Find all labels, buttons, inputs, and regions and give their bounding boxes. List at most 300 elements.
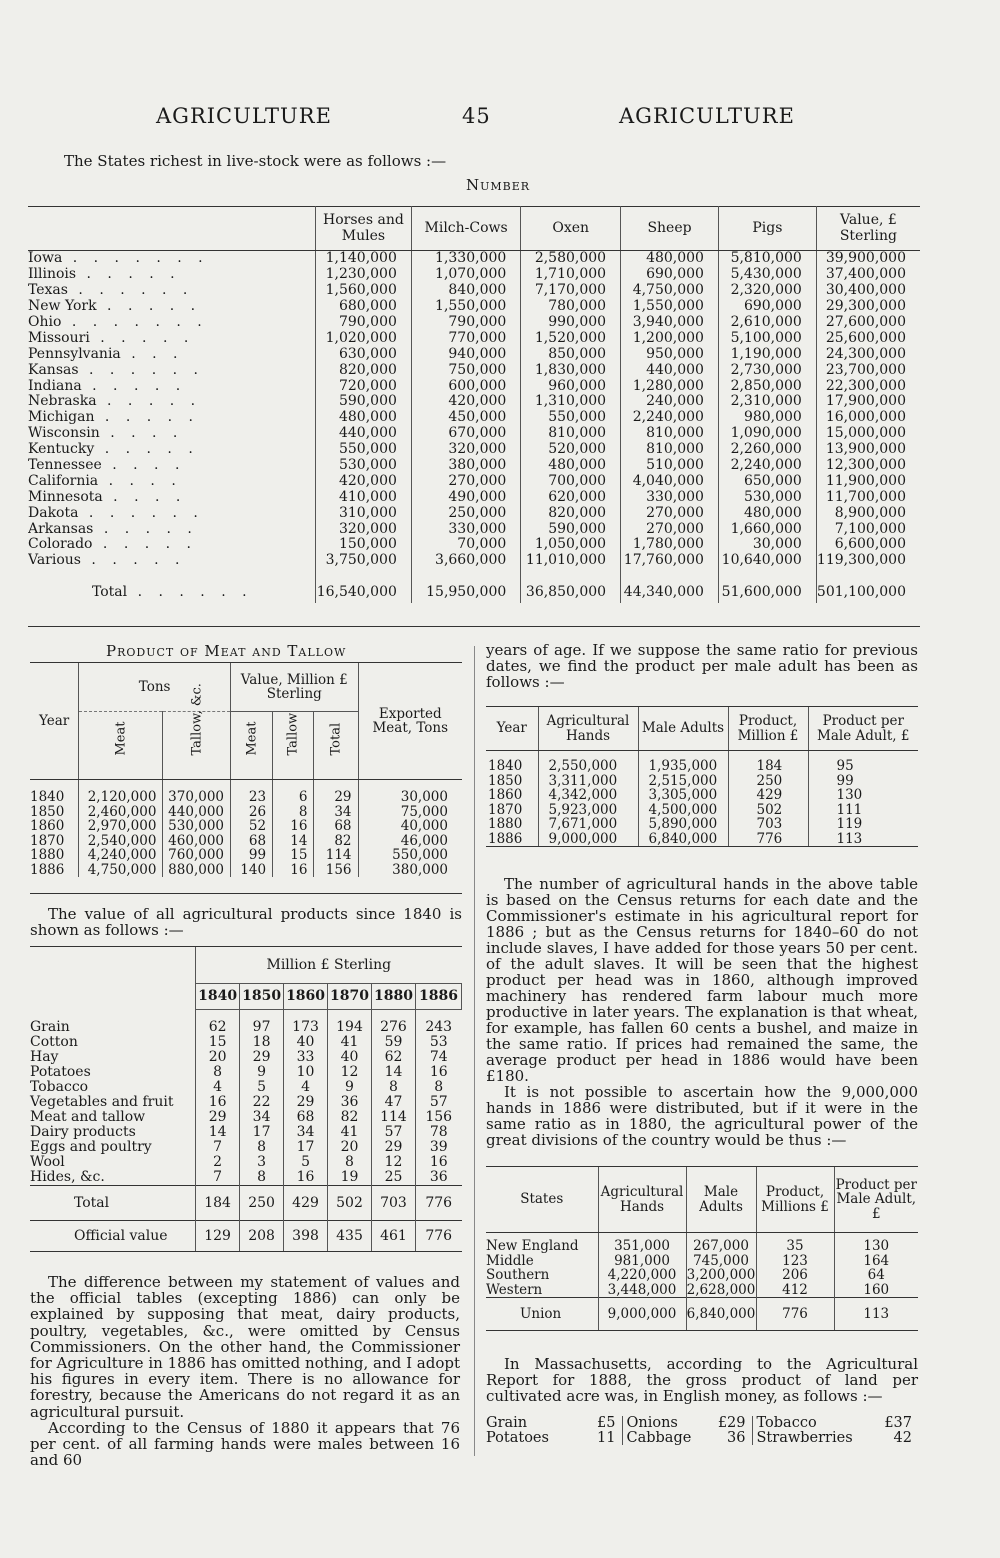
crop-value: 42	[893, 1429, 912, 1446]
state-name	[28, 537, 315, 553]
state-label: Western	[486, 1281, 543, 1298]
cell-value: 35	[756, 1233, 834, 1254]
total-label: Total . . . . . .	[92, 584, 253, 601]
state-label: Indiana	[28, 378, 82, 394]
leader-dots: . . . . . .	[67, 282, 194, 299]
state-name	[28, 489, 315, 505]
cell-value: 270,000	[621, 521, 719, 537]
table-row	[28, 442, 920, 458]
cell-value: 5,430,000	[718, 267, 816, 283]
cell-value: 267,000	[686, 1233, 756, 1254]
state-name	[28, 410, 315, 426]
column-header: Horses and Mules	[315, 206, 411, 251]
cell-value: 9,000,000	[538, 832, 638, 847]
table-row	[30, 834, 462, 849]
state-label: Kentucky	[28, 441, 95, 458]
cell-value: 550,000	[521, 410, 621, 426]
cell-value: 184	[196, 1186, 240, 1221]
state-name	[28, 315, 315, 331]
cell-value: 3,448,000	[598, 1283, 686, 1298]
cell-value: 590,000	[315, 394, 411, 410]
cell-value: 1,780,000	[621, 537, 719, 553]
cell-value: 194	[328, 1010, 372, 1036]
leader-dots: . . . .	[102, 489, 187, 505]
table-row	[28, 251, 920, 267]
cell-value: 1,830,000	[521, 362, 621, 378]
cell-value: 70,000	[411, 537, 520, 553]
table-row	[30, 1080, 462, 1095]
cell-value: 351,000	[598, 1233, 686, 1254]
table-row	[28, 537, 920, 553]
state-label: Kansas	[28, 362, 79, 378]
table-row	[28, 489, 920, 505]
state-label: Minnesota	[28, 489, 103, 505]
cell-value: 8	[328, 1155, 372, 1170]
cell-value: 29	[240, 1050, 284, 1065]
cell-value: 776	[756, 1298, 834, 1331]
cell-value: 8	[372, 1080, 416, 1095]
cell-value: 34	[284, 1125, 328, 1140]
livestock-body	[28, 251, 920, 603]
leader-dots: . . . . .	[96, 298, 202, 315]
year-header: 1886	[415, 984, 461, 1010]
cell-value: 820,000	[521, 505, 621, 521]
cell-value: 2,240,000	[621, 410, 719, 426]
leader-dots: . . . . .	[93, 521, 198, 537]
table-row	[30, 780, 462, 805]
state-name	[28, 426, 315, 442]
crop-label: Potatoes	[486, 1429, 549, 1446]
cell-value: 776	[728, 832, 808, 847]
column-header: Oxen	[521, 206, 621, 251]
cell-value: 82	[314, 834, 358, 849]
table-row	[30, 1095, 462, 1110]
table-row	[30, 1035, 462, 1050]
table-row	[486, 774, 918, 789]
table-row	[486, 751, 918, 774]
livestock-group-heading: Number	[466, 176, 531, 194]
cell-value: 130	[834, 1233, 918, 1254]
table-row	[30, 1155, 462, 1170]
cell-value: 7	[196, 1170, 240, 1186]
cell-value: 2,628,000	[686, 1281, 756, 1298]
table-row	[28, 362, 920, 378]
cell-value: 620,000	[521, 489, 621, 505]
cell-value: 320,000	[411, 442, 520, 458]
cell-value: 62	[196, 1010, 240, 1036]
cell-value: 790,000	[411, 315, 520, 331]
cell-value: 1,190,000	[718, 346, 816, 362]
cell-value: 57	[415, 1095, 461, 1110]
table-row	[486, 1431, 918, 1446]
item-label: Meat and tallow	[30, 1109, 146, 1126]
state-label: Missouri	[28, 330, 90, 346]
year-header: 1870	[328, 984, 372, 1010]
cell-value: 750,000	[411, 362, 520, 378]
cell-value: 3	[240, 1155, 284, 1170]
leader-dots: . . . . .	[96, 394, 202, 410]
cell-value: 29,300,000	[816, 299, 920, 315]
table-row	[486, 803, 918, 818]
cell-value: 250	[728, 774, 808, 789]
state-name	[28, 473, 315, 489]
cell-value: 68	[314, 819, 358, 834]
cell-value: 480,000	[621, 251, 719, 267]
cell-value: 1,140,000	[315, 251, 411, 267]
cell-value: 17,900,000	[816, 394, 920, 410]
cell-value: 4	[284, 1080, 328, 1095]
item-label: Grain	[30, 1019, 70, 1035]
cell-value: 113	[808, 832, 918, 847]
livestock-intro: The States richest in live-stock were as follows :—	[64, 152, 447, 170]
cell-value: 1,560,000	[315, 283, 411, 299]
table-row	[486, 1283, 918, 1298]
cell-value: 82	[328, 1110, 372, 1125]
cell-value: 703	[728, 817, 808, 832]
cell-value: 2,580,000	[521, 251, 621, 267]
year-header: 1880	[372, 984, 416, 1010]
column-header: Value, £ Sterling	[816, 206, 920, 251]
cell-value: 990,000	[521, 315, 621, 331]
cell-value: 52	[231, 819, 273, 834]
cell-value: 119,300,000	[816, 553, 920, 569]
cell-value: 39,900,000	[816, 251, 920, 267]
cell-value: 2,460,000	[79, 805, 163, 820]
cell-value: 502	[328, 1186, 372, 1221]
cell-value: 130	[808, 788, 918, 803]
cell-value: 15	[273, 848, 314, 863]
year-header: 1840	[196, 984, 240, 1010]
cell-value: 34	[314, 805, 358, 820]
cell-value: 20	[328, 1140, 372, 1155]
cell-value: 99	[231, 848, 273, 863]
crop-value: £5	[597, 1415, 616, 1431]
crop-value: 36	[727, 1429, 746, 1446]
cell-value: 320,000	[315, 521, 411, 537]
total-row	[486, 1298, 918, 1331]
livestock-header-row	[28, 206, 920, 251]
cell-value: 16	[273, 819, 314, 834]
item-label: Cotton	[30, 1034, 78, 1051]
cell-value: 270,000	[621, 505, 719, 521]
cell-value: 16	[284, 1170, 328, 1186]
cell-value: 9,000,000	[598, 1298, 686, 1331]
sub-column-header: Tallow, &c.	[163, 712, 231, 780]
cell-value: 111	[808, 803, 918, 818]
census-paragraph: According to the Census of 1880 it appears that 76 per cent. of all farming hands were males between 16 and 60	[30, 1418, 460, 1470]
state-label: New York	[28, 298, 97, 315]
cell-value: 30,000	[358, 780, 462, 805]
cell-value: 600,000	[411, 378, 520, 394]
cell-value: 29	[372, 1140, 416, 1155]
crop-label: Cabbage	[622, 1431, 702, 1446]
cell-value: 1886	[486, 832, 538, 847]
cell-value: 8,900,000	[816, 505, 920, 521]
column-header: States	[486, 1167, 598, 1233]
state-label: Texas	[28, 282, 68, 299]
running-header-left: AGRICULTURE	[156, 104, 332, 128]
cell-value: 1870	[30, 832, 65, 849]
column-header: Product per Male Adult, £	[834, 1167, 918, 1233]
total-value: 16,540,000	[315, 569, 411, 603]
crop-value: 11	[597, 1429, 616, 1446]
cell-value: 25,600,000	[816, 330, 920, 346]
total-value: 15,950,000	[411, 569, 520, 603]
cell-value: 95	[808, 751, 918, 774]
table-row	[486, 832, 918, 847]
cell-value: 57	[372, 1125, 416, 1140]
state-label: Ohio	[28, 314, 62, 330]
cell-value: 2,320,000	[718, 283, 816, 299]
cell-value: 64	[834, 1268, 918, 1283]
cell-value: 40	[328, 1050, 372, 1065]
cell-value: 129	[196, 1221, 240, 1252]
cell-value: 2,970,000	[79, 819, 163, 834]
cell-value: 114	[372, 1110, 416, 1125]
cell-value: 23,700,000	[816, 362, 920, 378]
table-row	[28, 473, 920, 489]
state-name	[28, 299, 315, 315]
leader-dots: . . . .	[98, 473, 182, 489]
cell-value: 4,220,000	[598, 1268, 686, 1283]
cell-value: 410,000	[315, 489, 411, 505]
cell-value: 4,750,000	[79, 863, 163, 878]
crop-label: Strawberries	[752, 1431, 862, 1446]
cell-value: 840,000	[411, 283, 520, 299]
leader-dots: . . . . .	[80, 552, 186, 569]
table-row	[28, 267, 920, 283]
cell-value: 47	[372, 1095, 416, 1110]
cell-value: 270,000	[411, 473, 520, 489]
livestock-table	[28, 206, 920, 603]
cell-value: 9	[240, 1065, 284, 1080]
state-name	[28, 346, 315, 362]
massachusetts-table	[486, 1416, 918, 1445]
cell-value: 97	[240, 1010, 284, 1036]
cell-value: 4,342,000	[538, 788, 638, 803]
cell-value: 1,200,000	[621, 330, 719, 346]
total-row	[28, 569, 920, 603]
cell-value: 140	[231, 863, 273, 878]
cell-value: 981,000	[598, 1254, 686, 1269]
cell-value: 1,660,000	[718, 521, 816, 537]
right-paragraph-4: In Massachusetts, according to the Agricultural Report for 1888, the gross product of land per cultivated acre was, in English money, as follows :—	[486, 1355, 918, 1405]
column-header: Agricultural Hands	[538, 707, 638, 751]
cell-value: 33	[284, 1050, 328, 1065]
cell-value: 29	[314, 780, 358, 805]
cell-value: 41	[328, 1035, 372, 1050]
page-number: 45	[462, 104, 491, 128]
state-name	[28, 458, 315, 474]
cell-value: 1,550,000	[411, 299, 520, 315]
left-paragraph	[30, 1274, 460, 1468]
cell-value: 16	[273, 863, 314, 878]
state-label: Illinois	[28, 266, 77, 283]
column-header: Product, Million £	[728, 707, 808, 751]
state-label: Tennessee	[28, 457, 102, 474]
column-divider	[474, 646, 475, 1456]
state-name	[28, 505, 315, 521]
cell-value: 12,300,000	[816, 458, 920, 474]
cell-value: 1870	[488, 801, 523, 818]
column-header: Milch-Cows	[411, 206, 520, 251]
cell-value: 7,671,000	[538, 817, 638, 832]
item-column-header	[30, 984, 196, 1010]
cell-value: 29	[284, 1095, 328, 1110]
cell-value: 59	[372, 1035, 416, 1050]
table-row	[486, 788, 918, 803]
cell-value: 520,000	[521, 442, 621, 458]
cell-value: 7	[196, 1140, 240, 1155]
difference-paragraph: The difference between my statement of values and the official tables (excepting 1886) can only be explained by supposing that meat, dairy products, poultry, vegetables, &c., were omitted by Census Commissioners. On the other hand, the Commissioner for Agriculture in 1886 has omitted nothing, and I adopt his figures in every item. There is no allowance for forestry, because the Americans do not regard it as an agricultural pursuit.	[30, 1273, 460, 1421]
cell-value: 8	[240, 1140, 284, 1155]
cell-value: 480,000	[315, 410, 411, 426]
cell-value: 5	[284, 1155, 328, 1170]
products-heading: Million £ Sterling	[196, 947, 462, 984]
cell-value: 630,000	[315, 346, 411, 362]
cell-value: 36	[328, 1095, 372, 1110]
table-row	[28, 378, 920, 394]
cell-value: 700,000	[521, 473, 621, 489]
state-label: Dakota	[28, 505, 79, 521]
table-row	[28, 346, 920, 362]
cell-value: 510,000	[621, 458, 719, 474]
table-row	[28, 521, 920, 537]
cell-value: 2,240,000	[718, 458, 816, 474]
cell-value: 24,300,000	[816, 346, 920, 362]
cell-value: 3,305,000	[638, 788, 728, 803]
products-table	[30, 946, 462, 1252]
cell-value: 114	[314, 848, 358, 863]
cell-value: 156	[415, 1110, 461, 1125]
cell-value: 10	[284, 1065, 328, 1080]
cell-value: 435	[328, 1221, 372, 1252]
table-row	[486, 1233, 918, 1254]
meat-table-rule	[30, 893, 462, 894]
cell-value: 690,000	[718, 299, 816, 315]
cell-value: 29	[196, 1110, 240, 1125]
cell-value: 17,760,000	[621, 553, 719, 569]
cell-value: 113	[834, 1298, 918, 1331]
column-header: Agricultural Hands	[598, 1167, 686, 1233]
cell-value: 2,515,000	[638, 774, 728, 789]
year-header: 1860	[284, 984, 328, 1010]
state-label: Iowa	[28, 250, 63, 267]
cell-value: 6,600,000	[816, 537, 920, 553]
cell-value: 15,000,000	[816, 426, 920, 442]
sub-column-header: Total	[314, 712, 358, 780]
exported-header: Exported Meat, Tons	[358, 663, 462, 780]
cell-value: 780,000	[521, 299, 621, 315]
crop-label: Onions	[622, 1416, 702, 1431]
cell-value: 74	[415, 1050, 461, 1065]
cell-value: 1,230,000	[315, 267, 411, 283]
cell-value: 119	[808, 817, 918, 832]
cell-value: 550,000	[358, 848, 462, 863]
cell-value: 412	[756, 1283, 834, 1298]
cell-value: 7,100,000	[816, 521, 920, 537]
cell-value: 16	[415, 1155, 461, 1170]
leader-dots: . . . . .	[89, 330, 195, 346]
table-row	[486, 1416, 918, 1431]
cell-value: 3,750,000	[315, 553, 411, 569]
cell-value: 26	[231, 805, 273, 820]
column-header: Sheep	[621, 206, 719, 251]
leader-dots: . . . . .	[92, 537, 197, 553]
cell-value: 6,840,000	[638, 832, 728, 847]
state-label: Wisconsin	[28, 425, 100, 442]
cell-value: 4	[196, 1080, 240, 1095]
column-header: Year	[486, 707, 538, 751]
sub-column-header: Meat	[231, 712, 273, 780]
cell-value: 17	[284, 1140, 328, 1155]
cell-value: 720,000	[315, 378, 411, 394]
state-name	[28, 378, 315, 394]
state-name	[28, 521, 315, 537]
cell-value: 1,520,000	[521, 330, 621, 346]
cell-value: 4,240,000	[79, 848, 163, 863]
cell-value: 11,700,000	[816, 489, 920, 505]
table-row	[30, 1170, 462, 1186]
state-name	[28, 442, 315, 458]
cell-value: 2,260,000	[718, 442, 816, 458]
cell-value: 15	[196, 1035, 240, 1050]
cell-value: 1,020,000	[315, 330, 411, 346]
state-name	[28, 394, 315, 410]
cell-value: 2	[196, 1155, 240, 1170]
cell-value: 1,310,000	[521, 394, 621, 410]
crop-value: £37	[884, 1415, 912, 1431]
total-row	[30, 1186, 462, 1221]
total-value: 51,600,000	[718, 569, 816, 603]
cell-value: 1880	[30, 847, 65, 863]
cell-value: 8	[273, 805, 314, 820]
table-row	[28, 410, 920, 426]
cell-value: 243	[415, 1010, 461, 1036]
cell-value: 46,000	[358, 834, 462, 849]
cell-value: 1,935,000	[638, 751, 728, 774]
cell-value: 810,000	[621, 442, 719, 458]
item-label: Hides, &c.	[30, 1169, 105, 1186]
cell-value: 1886	[30, 861, 65, 878]
cell-value: 1,710,000	[521, 267, 621, 283]
cell-value: 2,550,000	[538, 751, 638, 774]
cell-value: 810,000	[621, 426, 719, 442]
cell-value: 173	[284, 1010, 328, 1036]
state-name	[28, 251, 315, 267]
cell-value: 7,170,000	[521, 283, 621, 299]
cell-value: 13,900,000	[816, 442, 920, 458]
cell-value: 490,000	[411, 489, 520, 505]
year-header: Year	[30, 663, 79, 780]
cell-value: 39	[415, 1140, 461, 1155]
leader-dots: . . . . .	[94, 441, 199, 458]
cell-value: 40,000	[358, 819, 462, 834]
table-row	[28, 299, 920, 315]
cell-value: 370,000	[163, 780, 231, 805]
cell-value: 150,000	[315, 537, 411, 553]
cell-value: 950,000	[621, 346, 719, 362]
state-name	[28, 267, 315, 283]
table-row	[28, 458, 920, 474]
state-label: Pennsylvania	[28, 346, 121, 362]
cell-value: 440,000	[621, 362, 719, 378]
divisions-table	[486, 1166, 918, 1331]
cell-value: 429	[284, 1186, 328, 1221]
column-header: Product, Millions £	[756, 1167, 834, 1233]
cell-value: 40	[284, 1035, 328, 1050]
state-name	[28, 553, 315, 569]
